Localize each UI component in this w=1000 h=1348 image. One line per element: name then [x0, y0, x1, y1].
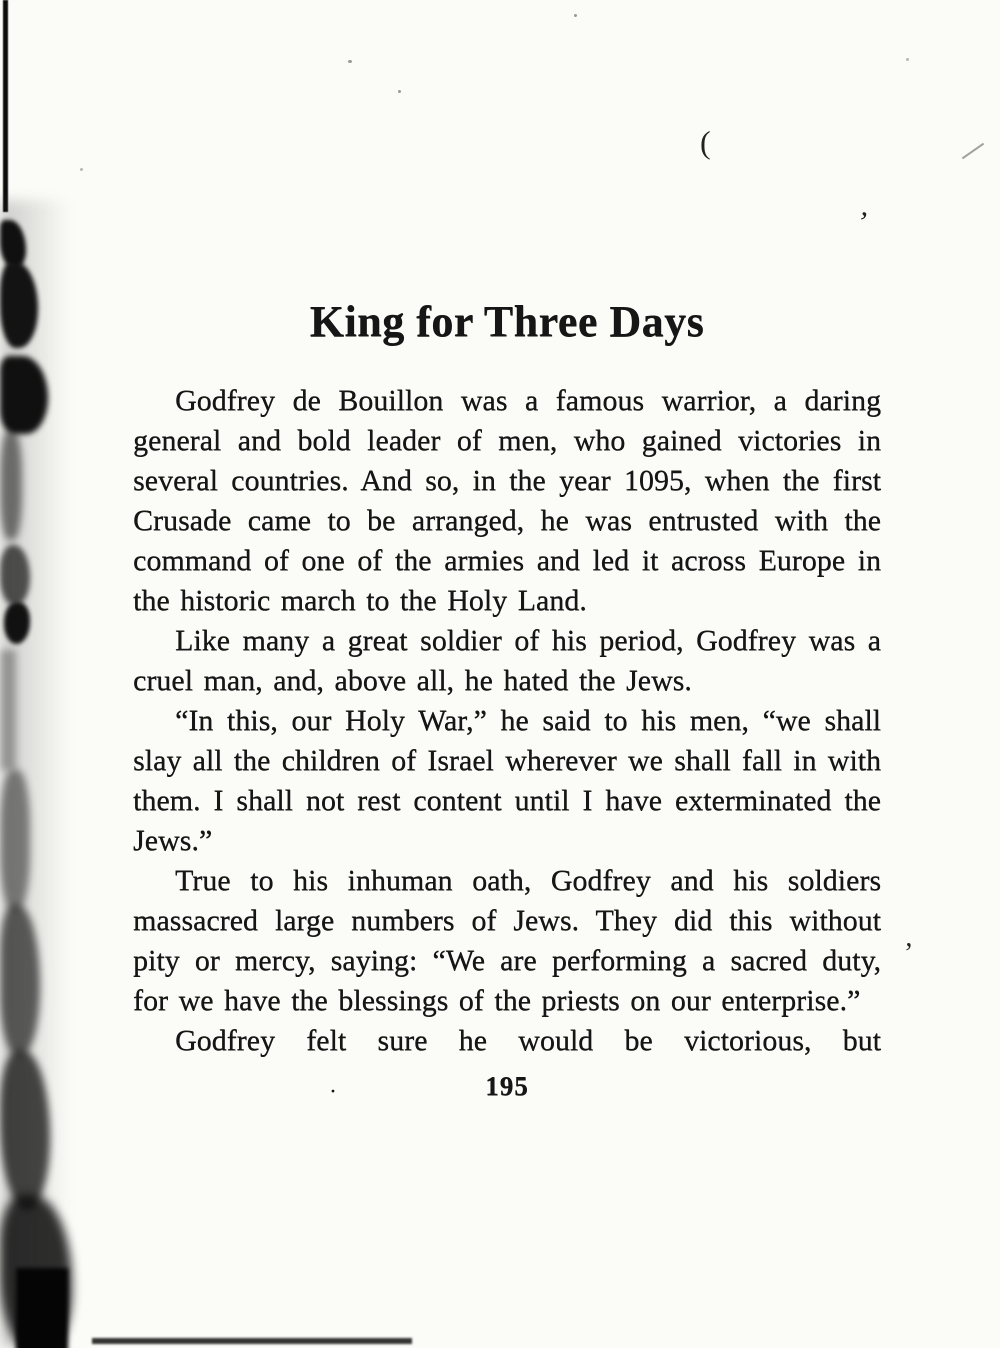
page-content	[133, 296, 881, 1105]
scan-bottom-line	[92, 1338, 412, 1344]
scan-edge-line	[3, 0, 8, 212]
paragraph: Godfrey felt sure he would be victorious, but	[175, 1024, 881, 1057]
scan-blob	[0, 1050, 50, 1210]
scan-speck	[906, 58, 909, 61]
scan-blob	[0, 1195, 72, 1348]
scan-mark-tick: ’	[855, 205, 871, 240]
scan-edge-shade	[0, 200, 70, 1348]
scan-blob	[0, 770, 30, 910]
page-title: King for Three Days	[309, 297, 705, 346]
page-number: 195	[485, 1071, 529, 1101]
scan-blob	[0, 262, 38, 348]
scan-speck	[574, 14, 577, 17]
scan-blob	[0, 356, 48, 434]
scan-corner-mark	[962, 143, 984, 160]
scan-mark-paren: (	[700, 124, 711, 160]
scan-mark-dot: ·	[329, 1079, 337, 1105]
paragraph: True to his inhuman oath, Godfrey and his soldiers massacred large numbers of Jews. They did this without pity or mercy, saying: “We are performing a sacred duty, for we have the blessings of the priests on our enterprise.”	[133, 864, 881, 1017]
paragraph: Godfrey de Bouillon was a famous warrior, a daring general and bold leader of men, who gained victories in several countries. And so, in the year 1095, when the first Crusade came to be arranged, he was entrusted with the command of one of the armies and led it across Europe in the historic march to the Holy Land.	[133, 384, 881, 617]
paragraph: “In this, our Holy War,” he said to his men, “we shall slay all the children of Israel wherever we shall fall in with them. I shall not rest content until I have exterminated the Jews.”	[133, 704, 881, 857]
scan-speck	[348, 60, 352, 63]
paragraph: Like many a great soldier of his period, Godfrey was a cruel man, and, above all, he hated the Jews.	[133, 624, 881, 697]
scan-speck	[398, 90, 401, 93]
scan-blob	[0, 905, 40, 1055]
scan-speck	[80, 168, 83, 171]
folio-row	[133, 1071, 881, 1105]
scan-blob	[0, 220, 26, 268]
scan-mark-tick: ’	[904, 938, 914, 969]
scan-blob	[0, 650, 16, 770]
scan-blob	[16, 1268, 68, 1348]
scan-blob	[4, 602, 30, 644]
scan-blob	[0, 545, 30, 605]
scan-blob	[0, 430, 22, 540]
